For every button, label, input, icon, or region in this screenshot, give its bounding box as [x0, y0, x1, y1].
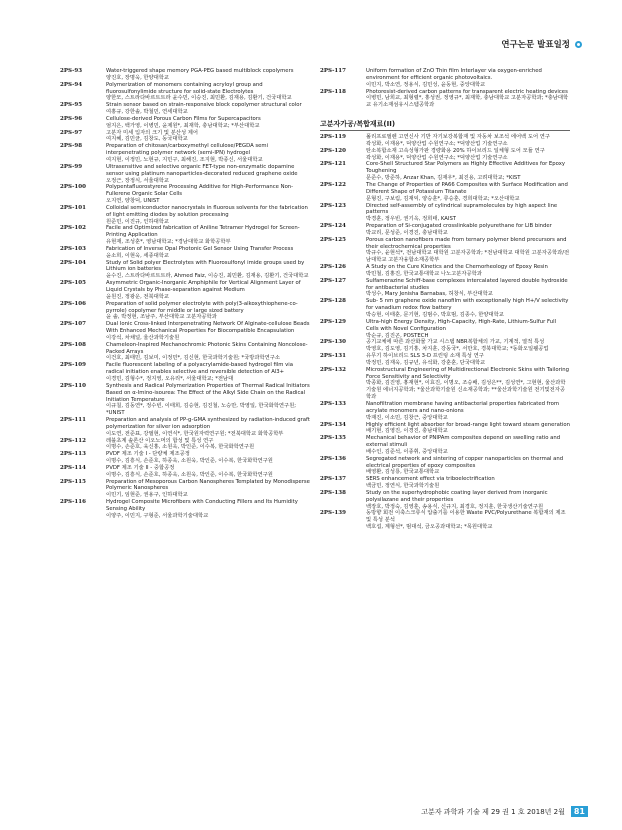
- entry-code: 2PS-101: [60, 204, 86, 211]
- entry-code: 2PS-94: [60, 81, 83, 88]
- entry-authors: 양진호, 장명욱, 한양대학교: [106, 74, 170, 81]
- entry-body: [366, 456, 570, 477]
- entry-body: [366, 203, 570, 224]
- program-entry: [320, 490, 570, 511]
- entry-code: 2PS-104: [60, 259, 86, 266]
- entry-body: [106, 465, 310, 479]
- entry-body: [106, 280, 310, 301]
- entry-authors: 윤소희, 이현욱, 세종대학교: [106, 252, 170, 259]
- entry-authors: 문준수, 방준하, Anzar Khan, 김재우*, 최진용, 고려대학교; *KIST: [366, 175, 521, 182]
- program-entry: [60, 260, 310, 281]
- entry-title: Nanofiltration membrane having antibacterial properties fabricated from acrylate monomers and nano-onions: [366, 400, 559, 414]
- entry-code: 2PS-95: [60, 102, 83, 109]
- entry-authors: 이양주, 이민지, 구형준, 서울과학기술대학교: [106, 512, 209, 519]
- program-entry: [320, 237, 570, 264]
- entry-code: 2PS-105: [60, 280, 86, 287]
- entry-code: 2PS-139: [320, 510, 346, 517]
- entry-body: [106, 130, 310, 144]
- entry-code: 2PS-126: [320, 264, 346, 271]
- program-entry: [320, 182, 570, 203]
- program-entry: [320, 89, 570, 110]
- entry-title: Preparation and analysis of PP-g-GMA synthesized by radiation-induced graft polymerization for silver ion adsorption: [106, 417, 310, 430]
- entry-title: 폴리프로필렌 고연신사 기반 자기보강복합재 및 자동차 보조석 에어백 도어 연구: [366, 134, 551, 141]
- entry-title: Water-triggered shape memory PGA-PEG based multiblock copolymers: [106, 68, 294, 74]
- entry-title: Fabrication of Inverse Opal Photonic Gel Sensor Using Transfer Process: [106, 245, 294, 252]
- section-title: 고분자가공/복합재료(II): [320, 119, 570, 131]
- entry-authors: 오정근, 장정식, 서울대학교: [106, 177, 170, 184]
- entry-code: 2PS-122: [320, 181, 346, 188]
- program-entry: [320, 278, 570, 299]
- entry-code: 2PS-97: [60, 129, 83, 136]
- entry-body: [366, 161, 570, 182]
- entry-code: 2PS-98: [60, 143, 83, 150]
- entry-body: [366, 510, 570, 531]
- circle-icon: [575, 41, 582, 48]
- entry-title: Polypentafluorostyrene Processing Additive for High-Performance Non-Fullerene Organic Solar Cells: [106, 184, 294, 198]
- program-entry: [320, 422, 570, 436]
- entry-body: [106, 383, 310, 417]
- entry-authors: 오지연, 양창덕, UNIST: [106, 198, 160, 205]
- entry-body: [106, 438, 310, 452]
- program-entry: [60, 499, 310, 520]
- entry-body: [106, 321, 310, 342]
- entry-body: [366, 490, 570, 511]
- entry-title: 고분자 미세 입자의 크기 및 분산성 제어: [106, 129, 198, 136]
- entry-authors: 박정민, 김재욱, 김규년, 유석화, 강훈훈, 단국대학교: [366, 359, 486, 366]
- entry-title: Ultrasensitive and selective organic FET-type non-enzymatic dopamine sensor using platinum nanoparticles-decorated reduced graphene oxide: [106, 163, 298, 177]
- entry-code: 2PS-108: [60, 341, 86, 348]
- entry-authors: 양한모, 스트라다바르트트라 윤수민, 이승진, 최민환, 김재용, 김환기, 건국대학교: [106, 95, 292, 102]
- entry-authors: 윤수진, 스트라다바르트트라, Ahmed Faiz, 이승진, 최민환, 김재용, 김환기, 건국대학교: [106, 273, 309, 280]
- program-entry: [60, 82, 310, 103]
- entry-authors: 이병민, 남희교, 최형렬*, 홍성권, 정영규*, 최재학, 충남대학교 고분자공학과; *충남대학교 유기소재섬유시스템공학과: [366, 95, 569, 109]
- entry-authors: 이명수, 김흥식, 손준호, 하종욱, 소원욱, 박인준, 이수복, 한국화학연구원: [106, 471, 273, 478]
- entry-authors: 이민기, 임현준, 권용구, 인하대학교: [106, 492, 188, 499]
- entry-body: [366, 422, 570, 436]
- program-entry: [320, 134, 570, 148]
- entry-title: 유무기 하이브리드 SLS 3-D 프린팅 소재 특성 연구: [366, 353, 484, 360]
- program-entry: [60, 164, 310, 185]
- entry-authors: 이규칠, 김동연*, 정수빈, 이태희, 김승현, 김진철, 노승만, 박영일, 한국화학연구원; *UNIST: [106, 403, 296, 417]
- program-entry: [60, 280, 310, 301]
- entry-title: Facile and Optimized fabrication of Aniline Tetramer Hydrogel for Screen-Printing Application: [106, 225, 300, 239]
- entry-body: [106, 184, 310, 205]
- entry-authors: 박종화, 김진영, 홍재현*, 이효진, 이명오, 조승배, 김성은**, 김성연*, 그현현, 울산과학기술원 에너지공학과; *울산과학기술원 신소재공학과; **울산과학기술원 전기및전자공학과: [366, 380, 566, 401]
- program-entry: [60, 342, 310, 363]
- entry-body: [106, 301, 310, 322]
- header-title: 연구논문 발표일정: [501, 40, 570, 50]
- entry-body: [366, 134, 570, 148]
- entry-body: [366, 182, 570, 203]
- entry-title: Uniform formation of ZnO Thin film Interlayer via oxygen-enriched environment for efficient organic photovoltaics.: [366, 68, 542, 81]
- entry-title: Photoresist-derived carbon patterns for transparent electric heating devices: [366, 88, 568, 95]
- program-entry: [60, 184, 310, 205]
- program-entry: [320, 435, 570, 456]
- entry-title: Polymerization of monomers containing acryloyl group and fluorosulfonylimide structure for solid-state Electrolytes: [106, 81, 263, 95]
- entry-title: Preparation of solid polymer electrolyte with poly(3-alkoxythiophene-co-pyrrole) copolymer for middle or large sized battery: [106, 300, 298, 314]
- entry-body: [106, 164, 310, 185]
- entry-title: Strain sensor based on strain-responsive block copolymer structural color: [106, 102, 302, 109]
- entry-authors: 이강석, 차채널, 울산과학기술원: [106, 334, 180, 341]
- entry-title: Mechanical behavior of PNIPAm composites depend on swelling ratio and external stimuli: [366, 435, 561, 449]
- entry-code: 2PS-111: [60, 417, 86, 424]
- program-entry: [320, 367, 570, 401]
- entry-title: Preparation of Si-conjugated crosslinkable polyurethane for LIB binder: [366, 223, 552, 230]
- entry-title: 레블초계 솔론산 이오노머의 합성 및 특성 연구: [106, 437, 214, 444]
- entry-title: The Change of Properties of PA66 Composites with Surface Modification and Different Shape of Potassium Titanate: [366, 181, 568, 195]
- entry-authors: 박순규, 김진곤, POSTECH: [366, 332, 429, 339]
- entry-body: [106, 260, 310, 281]
- entry-title: Dual Ionic Cross-linked Interpenetrating Network Of Alginate-cellulose Beads With Enhanced Mechanical Properties For Biocompatible Encapsulation: [106, 321, 310, 335]
- right-column: [320, 68, 570, 531]
- program-entry: [60, 301, 310, 322]
- entry-authors: 배기현, 김영진, 이경진, 충남대학교: [366, 428, 448, 435]
- entry-body: [366, 223, 570, 237]
- entry-body: [366, 278, 570, 299]
- entry-authors: 윤원진, 정광운, 전북대학교: [106, 293, 170, 300]
- entry-title: PVDF 제조 기술 I - 단량체 제조공정: [106, 451, 190, 458]
- entry-code: 2PS-135: [320, 435, 346, 442]
- entry-title: Sulfamerazine Schiff-base complexes intercalated layered double hydroxide for antibacterial studies: [366, 277, 568, 291]
- entry-code: 2PS-130: [320, 339, 346, 346]
- entry-title: Ultra-high Energy Density, High-Capacity, High-Rate, Lithium-Sulfur Full Cells with Novel Configuration: [366, 318, 557, 332]
- entry-authors: 이도연, 전준표, 강필현, 이연식*, 한국원자력연구원; *전북대학교 화학공학부: [106, 430, 284, 437]
- footer-text: 고분자 과학과 기술 제 29 권 1 호 2018년 2월: [421, 807, 565, 816]
- program-entry: [60, 362, 310, 383]
- program-entry: [60, 451, 310, 465]
- entry-title: Highly efficient light absorber for broad-range light toward steam generation: [366, 421, 570, 428]
- entry-title: Cellulose-derived Porous Carbon Films for Supercapacitors: [106, 115, 261, 122]
- entry-body: [106, 143, 310, 164]
- program-entry: [60, 102, 310, 116]
- entry-authors: 여지혜, 김민균, 김창도, 동국대학교: [106, 136, 188, 143]
- entry-code: 2PS-138: [320, 489, 346, 496]
- entry-authors: 배수인, 김준석, 이종휘, 중앙대학교: [366, 448, 448, 455]
- entry-code: 2PS-117: [320, 68, 346, 74]
- program-entry: [60, 246, 310, 260]
- entry-body: [366, 339, 570, 353]
- entry-code: 2PS-106: [60, 300, 86, 307]
- entry-body: [106, 342, 310, 363]
- entry-code: 2PS-124: [320, 223, 346, 230]
- entry-authors: 박경훈, 정우빈, 권기옥, 정희태, KAIST: [366, 216, 457, 223]
- program-entry: [60, 438, 310, 452]
- entry-code: 2PS-131: [320, 353, 346, 360]
- entry-code: 2PS-129: [320, 318, 346, 325]
- entry-body: [366, 435, 570, 456]
- entry-code: 2PS-109: [60, 362, 86, 369]
- entry-code: 2PS-120: [320, 147, 346, 154]
- entry-body: [366, 89, 570, 110]
- entry-authors: 이명수, 김흥식, 손준호, 하종욱, 소원욱, 박인준, 이수복, 한국화학연구원: [106, 458, 273, 465]
- entry-code: 2PS-99: [60, 163, 83, 170]
- entry-authors: 이민지, 박소연, 정용식, 김민성, 윤동현, 중앙대학교: [366, 81, 486, 88]
- program-entry: [320, 339, 570, 353]
- entry-code: 2PS-136: [320, 455, 346, 462]
- entry-authors: 여지현, 이정민, 노현규, 지민구, 최해진, 조지현, 박종신, 서울대학교: [106, 156, 263, 163]
- entry-body: [106, 479, 310, 500]
- program-entry: [60, 143, 310, 164]
- entry-body: [106, 116, 310, 130]
- entry-body: [106, 82, 310, 103]
- entry-body: [106, 68, 310, 82]
- entry-code: 2PS-128: [320, 298, 346, 305]
- entry-authors: 백장호, 박정숙, 김영훈, 송용식, 신규지, 최경호, 정지훈, 한국생산기술연구원: [366, 503, 544, 510]
- entry-body: [366, 264, 570, 278]
- program-entry: [60, 130, 310, 144]
- entry-authors: 박성수, Mary Jenisha Barnabas, 허창식, 부산대학교: [366, 291, 493, 298]
- entry-authors: 윤 솔, 박정현, 조남주, 부산대학교 고분자공학과: [106, 314, 217, 321]
- entry-authors: 배영환, 김성룡, 한국교통대학교: [366, 469, 440, 476]
- entry-authors: 박영호, 김도영, 김기홍, 차지훈, 강동국*, 서만호, 경북대학교; *동화오일웰공업: [366, 346, 549, 353]
- program-entry: [60, 68, 310, 82]
- program-entry: [320, 223, 570, 237]
- entry-authors: 여홍규, 강한솔, 박철민, 연세대학교: [106, 109, 188, 116]
- entry-code: 2PS-107: [60, 321, 86, 328]
- entry-authors: 박승현, 이태훈, 문기현, 김범수, 박호범, 김종수, 한양대학교: [366, 312, 504, 318]
- entry-authors: 문형진, 구보림, 김재익, 양승훈*, 류승훈, 경희대학교; *오산대학교: [366, 195, 520, 202]
- entry-code: 2PS-132: [320, 366, 346, 373]
- entry-body: [366, 401, 570, 422]
- entry-body: [106, 102, 310, 116]
- entry-authors: 박규수, 윤현석*, 전남대학교 대학원 고분자공학과; *전남대학교 대학원 고분자공학과/전남대학교 고분자융합소재공학부: [366, 250, 570, 264]
- entry-title: PVDF 제조 기술 II - 중합공정: [106, 464, 175, 471]
- entry-title: SERS enhancement effect via triboelectrification: [366, 476, 495, 483]
- left-column: [60, 68, 310, 520]
- entry-body: [106, 451, 310, 465]
- program-entry: [320, 401, 570, 422]
- entry-code: 2PS-121: [320, 161, 346, 168]
- entry-code: 2PS-125: [320, 236, 346, 243]
- entry-body: [106, 225, 310, 246]
- entry-body: [106, 362, 310, 383]
- entry-title: Synthesis and Radical Polymerization Properties of Thermal Radical Initiators Based on α-Imino-isourea: The Effect of the Alkyl Side Chain on the Radical Initiation Temperature: [106, 382, 310, 403]
- entry-body: [366, 367, 570, 401]
- entry-code: 2PS-112: [60, 437, 86, 444]
- entry-title: Hydrogel Composite Microfibers with Conducting Fillers and Its Humidity Sensing Ability: [106, 499, 298, 512]
- entry-body: [366, 319, 570, 340]
- program-entry: [320, 203, 570, 224]
- entry-title: Porous carbon nanofibers made from ternary polymer blend precursors and their electrochemical properties: [366, 236, 567, 250]
- entry-authors: 백금민, 정연식, 한국과학기술원: [366, 483, 440, 490]
- entry-body: [366, 68, 570, 89]
- entry-code: 2PS-134: [320, 421, 346, 428]
- entry-authors: 이경민, 김형수*, 정지영, 오유리*, 서울대학교; *전남대: [106, 375, 234, 382]
- program-entry: [320, 319, 570, 340]
- program-entry: [320, 510, 570, 531]
- entry-code: 2PS-123: [320, 202, 346, 209]
- program-entry: [60, 205, 310, 226]
- entry-title: A Study on the Cure Kinetics and the Chemorheology of Epoxy Resin: [366, 264, 548, 271]
- entry-body: [366, 148, 570, 162]
- entry-code: 2PS-96: [60, 115, 83, 122]
- program-entry: [320, 298, 570, 319]
- entry-body: [366, 476, 570, 490]
- program-entry: [320, 476, 570, 490]
- entry-authors: 원준민, 이진규, 인하대학교: [106, 218, 170, 225]
- entry-title: Preparation of Mesoporous Carbon Nanospheres Templated by Monodisperse Polymeric Nanospheres: [106, 478, 310, 492]
- right-top-entries: [320, 68, 570, 109]
- program-entry: [320, 161, 570, 182]
- entry-code: 2PS-102: [60, 225, 86, 232]
- entry-code: 2PS-137: [320, 476, 346, 483]
- right-main-entries: [320, 134, 570, 531]
- entry-body: [106, 417, 310, 438]
- entry-title: Microstructural Engineering of Multidirectional Electronic Skins with Tailoring Force Sensitivity and Selectivity: [366, 366, 569, 380]
- entry-title: Directed self-assembly of cylindrical supramolecules by high aspect line patterns: [366, 202, 558, 216]
- entry-title: Study of Solid polyer Electrolytes with Fluorosulfonyl imide groups used by Lithium ion batteries: [106, 259, 305, 273]
- program-entry: [60, 383, 310, 417]
- page-number: 81: [571, 806, 588, 817]
- entry-title: Preparation of chitosan/carboxymethyl cellulose/PEGDA semi interpenetrating polymer network (semi-IPN) hydrogel: [106, 143, 269, 157]
- program-entry: [60, 321, 310, 342]
- program-entry: [320, 148, 570, 162]
- entry-authors: 이명수, 손준호, 육신홍, 소원욱, 박인준, 이수복, 한국화학연구원: [106, 444, 255, 451]
- entry-title: Chameleon-Inspired Mechanochromic Photonic Skins Containing Noncolose-Packed Arrays: [106, 341, 308, 355]
- entry-code: 2PS-113: [60, 451, 86, 458]
- entry-authors: 유현재, 조성훈*, 영남대학교; *경남대학교 화학공학부: [106, 239, 231, 246]
- program-entry: [320, 353, 570, 367]
- entry-title: Colloidal semiconductor nanocrystals in fluorous solvents for the fabrication of light emitting diodes by solution processing: [106, 204, 308, 218]
- entry-title: Segregated network and sintering of copper nanoparticles on thermal and electrical properties of epoxy composites: [366, 455, 564, 469]
- entry-code: 2PS-93: [60, 68, 83, 74]
- entry-code: 2PS-119: [320, 134, 346, 141]
- entry-body: [106, 246, 310, 260]
- program-entry: [320, 264, 570, 278]
- entry-code: 2PS-127: [320, 277, 346, 284]
- entry-body: [366, 353, 570, 367]
- entry-code: 2PS-110: [60, 382, 86, 389]
- entry-code: 2PS-115: [60, 478, 86, 485]
- program-entry: [60, 225, 310, 246]
- entry-title: Sub- 5 nm graphene oxide nanofilm with exceptionally high H+/V selectivity for vanadium redox flow battery: [366, 298, 569, 312]
- entry-authors: 이건호, 최태민, 김보미, 이정민*, 김신현, 한국과학기술원; *국방과학연구소: [106, 355, 280, 362]
- program-entry: [60, 479, 310, 500]
- entry-authors: 곽성화, 이재용*, 덕양산업 수원연구소; *덕양산업 기술연구소: [366, 140, 508, 147]
- entry-body: [106, 499, 310, 520]
- entry-code: 2PS-100: [60, 184, 86, 191]
- program-entry: [320, 456, 570, 477]
- entry-title: Asymmetric Organic-Inorganic Amphiphile for Vertical Alignment Layer of Liquid Crystals by Phase-separation against Medium: [106, 280, 301, 293]
- entry-authors: 엄지은, 백가영, 이병민, 윤제원*, 최재학, 충남대학교; *부산대학교: [106, 122, 260, 129]
- entry-code: 2PS-116: [60, 499, 86, 506]
- entry-title: Facile fluorescent labeling of a polyacrylamide-based hydrogel film via radical initiation enables selective and reversible detection of Al3+: [106, 362, 293, 376]
- entry-authors: 박재진, 이소민, 김창근, 중앙대학교: [366, 414, 448, 421]
- program-entry: [60, 465, 310, 479]
- entry-title: 동방향 회전 이축스크류식 압출기를 이용한 Waste PVC/Polyurethane 복합재의 제조 및 특성 분석: [366, 510, 566, 524]
- entry-body: [366, 298, 570, 319]
- entry-authors: 박민철, 김홍진, 한국교통대학교 나노고분자공학과: [366, 270, 482, 277]
- entry-title: Study on the superhydrophobic coating layer derived from inorganic polysilazane and their properties: [366, 489, 548, 503]
- entry-body: [106, 205, 310, 226]
- entry-authors: 박교리, 문성준, 이경진, 충남대학교: [366, 229, 448, 236]
- entry-title: Core-Shell Structured Star Polymers as Highly Effective Additives for Epoxy Toughening: [366, 161, 565, 175]
- entry-authors: 곽성화, 이재용*, 덕양산업 수원연구소; *덕양산업 기술연구소: [366, 154, 508, 161]
- entry-code: 2PS-103: [60, 245, 86, 252]
- entry-body: [366, 237, 570, 264]
- program-entry: [60, 417, 310, 438]
- program-entry: [60, 116, 310, 130]
- entry-authors: 백호섭, 계형선*, 범대석, 금오공과대학교; *목원대학교: [366, 524, 493, 531]
- entry-code: 2PS-114: [60, 464, 86, 471]
- entry-title: 탄소복합소재 고속성형가판 경량화용 20% 하이브리드 일체형 도어 모듈 연구: [366, 147, 545, 154]
- entry-code: 2PS-133: [320, 400, 346, 407]
- page-header: [501, 38, 582, 50]
- entry-code: 2PS-118: [320, 88, 346, 95]
- page-footer: [421, 806, 588, 817]
- program-entry: [320, 68, 570, 89]
- entry-title: 공기교체에 따른 과산화물 가교 시스템 NBR복합체의 가교, 기계적, 열적 특성: [366, 339, 545, 346]
